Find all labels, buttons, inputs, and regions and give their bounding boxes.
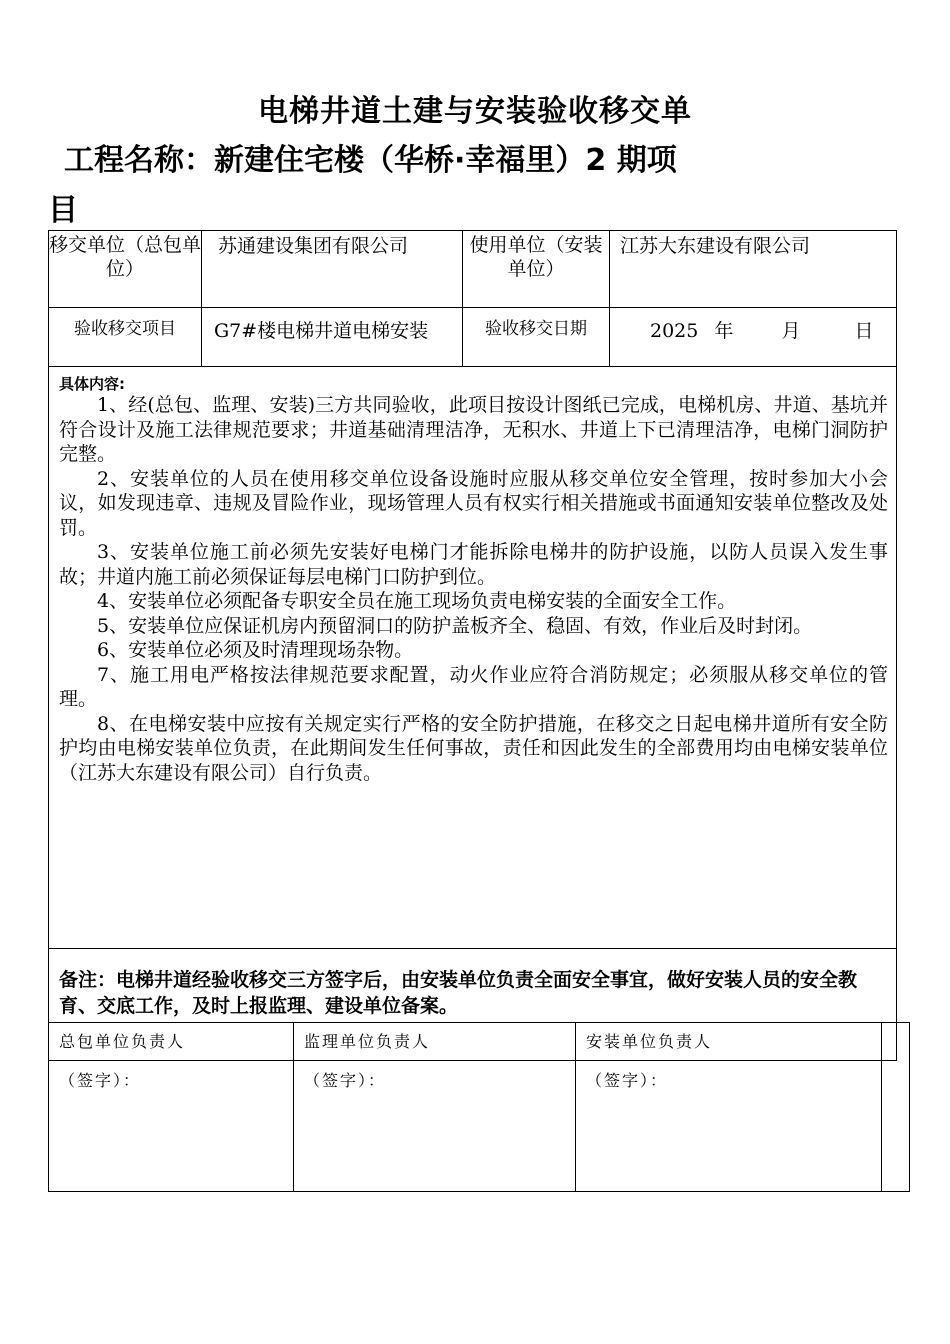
installation-sign: （签字）： [586,1071,669,1090]
transfer-unit-label: 移交单位（总包单位） [49,231,202,308]
note-text: 备注：电梯井道经验收移交三方签字后，由安装单位负责全面安全事宜，做好安装人员的安全教育、交底工作，及时上报监理、建设单位备案。 [59,969,858,1017]
content-item: 2、安装单位的人员在使用移交单位设备设施时应服从移交单位安全管理，按时参加大小会议，如发现违章、违规及冒险作业，现场管理人员有权实行相关措施或书面通知安装单位整改及处罚。 [59,467,888,539]
content-item: 7、施工用电严格按法律规范要求配置，动火作业应符合消防规定；必须服从移交单位的管理。 [59,663,888,710]
date-year: 2025 [650,320,699,342]
signature-row [49,1023,910,1192]
general-contractor-signature [49,1023,294,1192]
installation-label: 安装单位负责人 [586,1032,713,1051]
supervision-sign: （签字）： [304,1071,387,1090]
acceptance-table [48,230,897,1061]
content-cell [49,367,897,949]
content-heading: 具体内容: [59,375,125,393]
content-item: 5、安装单位应保证机房内预留洞口的防护盖板齐全、稳固、有效，作业后及时封闭。 [97,614,813,637]
content-item: 1、经(总包、监理、安装)三方共同验收，此项目按设计图纸已完成，电梯机房、井道、基坑并符合设计及施工法律规范要求；井道基础清理洁净，无积水、井道上下已清理洁净，电梯门洞防护完整。 [59,394,888,465]
general-contractor-sign: （签字）： [59,1071,142,1090]
general-contractor-label: 总包单位负责人 [59,1032,186,1051]
content-item: 4、安装单位必须配备专职安全员在施工现场负责电梯安装的全面安全工作。 [97,590,737,612]
content-item: 8、在电梯安装中应按有关规定实行严格的安全防护措施，在移交之日起电梯井道所有安全防护均由电梯安装单位负责，在此期间发生任何事故，责任和因此发生的全部费用均由电梯安装单位（江苏大东建设有限公司）自行负责。 [59,712,888,784]
content-item: 3、安装单位施工前必须先安装好电梯门才能拆除电梯井的防护设施，以防人员误入发生事故；井道内施工前必须保证每层电梯门口防护到位。 [59,541,888,588]
date-year-unit: 年 [714,320,734,342]
project-name-line2: 目 [48,193,78,228]
project-name-line1: 工程名称：新建住宅楼（华桥·幸福里）2 期项 [64,143,677,178]
document-title: 电梯井道土建与安装验收移交单 [258,94,692,129]
signature-table [48,1022,910,1192]
item-row [49,308,897,367]
date-month-unit: 月 [781,320,801,342]
installation-signature [576,1023,882,1192]
date-day-unit: 日 [854,320,874,342]
transfer-unit-value: 苏通建设集团有限公司 [202,231,463,308]
item-label: 验收移交项目 [49,308,202,367]
content-row [49,367,897,949]
date-label: 验收移交日期 [463,308,610,367]
user-unit-value: 江苏大东建设有限公司 [610,231,897,308]
supervision-label: 监理单位负责人 [304,1032,431,1051]
unit-row [49,231,897,308]
content-item: 6、安装单位必须及时清理现场杂物。 [97,639,414,661]
item-value: G7#楼电梯井道电梯安装 [202,308,463,367]
supervision-signature [294,1023,576,1192]
user-unit-label: 使用单位（安装单位） [463,231,610,308]
date-value [610,308,897,367]
project-name [48,136,828,236]
blank-cell [882,1023,910,1192]
